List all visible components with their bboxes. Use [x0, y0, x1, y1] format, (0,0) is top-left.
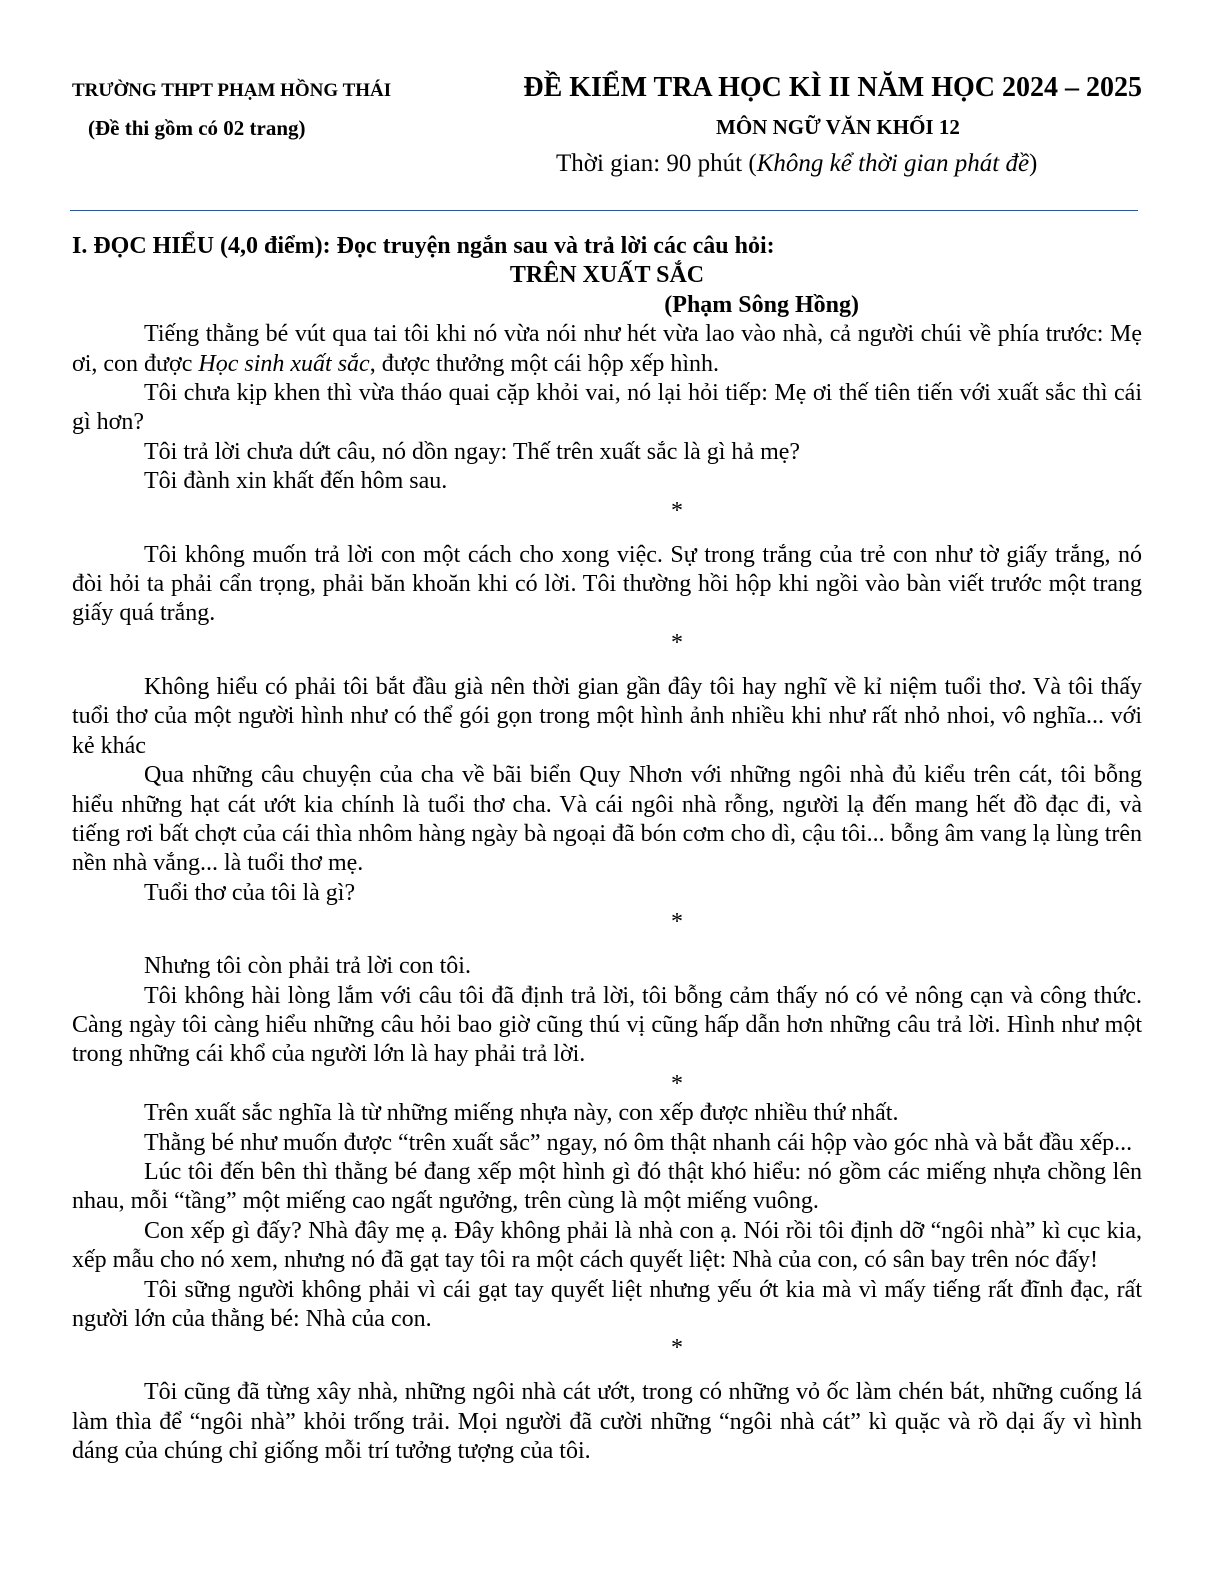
exam-title: ĐỀ KIỂM TRA HỌC KÌ II NĂM HỌC 2024 – 2025: [523, 72, 1142, 103]
scene-divider: *: [671, 1070, 683, 1097]
scene-divider: *: [671, 629, 683, 656]
pages-note: (Đề thi gồm có 02 trang): [88, 116, 306, 140]
paragraph-text: , được thưởng một cái hộp xếp hình.: [369, 350, 720, 377]
story-paragraph: Tôi không hài lòng lắm với câu tôi đã định trả lời, tôi bỗng cảm thấy nó có vẻ nông cạn và công thức. Càng ngày tôi càng hiểu những câu hỏi bao giờ cũng thú vị cũng hấp dẫn hơn những câu trả lời. Hình như một trong những cái khổ của người lớn là hay phải trả lời.: [72, 982, 1142, 1068]
time-line: [556, 150, 1037, 178]
time-prefix: Thời gian: 90 phút (: [556, 150, 757, 177]
scene-divider: *: [671, 497, 683, 524]
scene-divider: *: [671, 909, 683, 936]
subject-line: MÔN NGỮ VĂN KHỐI 12: [716, 115, 960, 139]
story-paragraph: Tôi trả lời chưa dứt câu, nó dồn ngay: Thế trên xuất sắc là gì hả mẹ?: [144, 438, 801, 465]
exam-header: [0, 0, 1224, 215]
story-paragraph: Tôi cũng đã từng xây nhà, những ngôi nhà cát ướt, trong có những vỏ ốc làm chén bát, những cuống lá làm thìa để “ngôi nhà” khỏi trống trải. Mọi người đã cười những “ngôi nhà cát” kì quặc và rồ dại ấy vì hình dáng của chúng chỉ giống mỗi trí tưởng tượng của tôi.: [72, 1379, 1142, 1465]
story-paragraph: Nhưng tôi còn phải trả lời con tôi.: [144, 953, 471, 980]
story-paragraph: Qua những câu chuyện của cha về bãi biển Quy Nhơn với những ngôi nhà đủ kiểu trên cát, tôi bỗng hiểu những hạt cát ướt kia chính là tuổi thơ cha. Và cái ngôi nhà rỗng, người lạ đến mang hết đồ đạc đi, và tiếng rơi bất chợt của cái thìa nhôm hàng ngày bà ngoại đã bón cơm cho dì, cậu tôi... bỗng âm vang lạ lùng trên nền nhà vắng... là tuổi thơ mẹ.: [72, 762, 1142, 877]
story-paragraph: Tôi đành xin khất đến hôm sau.: [144, 468, 448, 495]
emphasis-text: Học sinh xuất sắc: [198, 350, 370, 377]
reading-section: [72, 232, 1142, 1467]
school-name: TRƯỜNG THPT PHẠM HỒNG THÁI: [72, 80, 392, 101]
story-paragraph: Tôi không muốn trả lời con một cách cho xong việc. Sự trong trắng của trẻ con như tờ giấy trắng, nó đòi hỏi ta phải cẩn trọng, phải băn khoăn khi có lời. Tôi thường hồi hộp khi ngồi vào bàn viết trước một trang giấy quá trắng.: [72, 541, 1142, 627]
time-note: Không kể thời gian phát đề: [756, 150, 1030, 177]
story-paragraph: Tuổi thơ của tôi là gì?: [144, 879, 356, 906]
story-paragraph: [72, 320, 1142, 379]
story-paragraph: Con xếp gì đấy? Nhà đây mẹ ạ. Đây không phải là nhà con ạ. Nói rồi tôi định dỡ “ngôi nhà” kì cục kia, xếp mẫu cho nó xem, nhưng nó đã gạt tay tôi ra một cách quyết liệt: Nhà của con, có sân bay trên nóc đấy!: [72, 1217, 1142, 1274]
story-paragraph: Tôi sững người không phải vì cái gạt tay quyết liệt nhưng yếu ớt kia mà vì mấy tiếng rất đĩnh đạc, rất người lớn của thằng bé: Nhà của con.: [72, 1276, 1142, 1332]
story-paragraph: Không hiểu có phải tôi bắt đầu già nên thời gian gần đây tôi hay nghĩ về kỉ niệm tuổi thơ. Và tôi thấy tuổi thơ của một người hình như có thể gói gọn trong một hình ảnh nhiều khi như rất nhỏ nhoi, vô nghĩa... với kẻ khác: [72, 673, 1142, 759]
story-paragraph: Thằng bé như muốn được “trên xuất sắc” ngay, nó ôm thật nhanh cái hộp vào góc nhà và bắt đầu xếp...: [144, 1129, 1133, 1156]
story-title: TRÊN XUẤT SẮC: [509, 262, 705, 289]
story-author: (Phạm Sông Hồng): [664, 291, 859, 318]
header-divider-line: [70, 210, 1138, 211]
paragraph-text: Tiếng thằng bé vút qua tai tôi khi nó vừa nói như hét vừa lao vào nhà, cả người chúi về phía trước: Mẹ ơi, con được: [72, 321, 1142, 377]
story-paragraph: Tôi chưa kịp khen thì vừa tháo quai cặp khỏi vai, nó lại hỏi tiếp: Mẹ ơi thế tiên tiến với xuất sắc thì cái gì hơn?: [72, 380, 1142, 436]
story-paragraph: Trên xuất sắc nghĩa là từ những miếng nhựa này, con xếp được nhiều thứ nhất.: [144, 1100, 899, 1127]
scene-divider: *: [671, 1335, 683, 1362]
time-suffix: ): [1029, 150, 1038, 177]
section-heading: I. ĐỌC HIỂU (4,0 điểm): Đọc truyện ngắn sau và trả lời các câu hỏi:: [72, 233, 775, 259]
story-paragraph: Lúc tôi đến bên thì thằng bé đang xếp một hình gì đó thật khó hiểu: nó gồm các miếng nhựa chồng lên nhau, mỗi “tầng” một miếng cao ngất ngưởng, trên cùng là một miếng vuông.: [72, 1158, 1142, 1215]
